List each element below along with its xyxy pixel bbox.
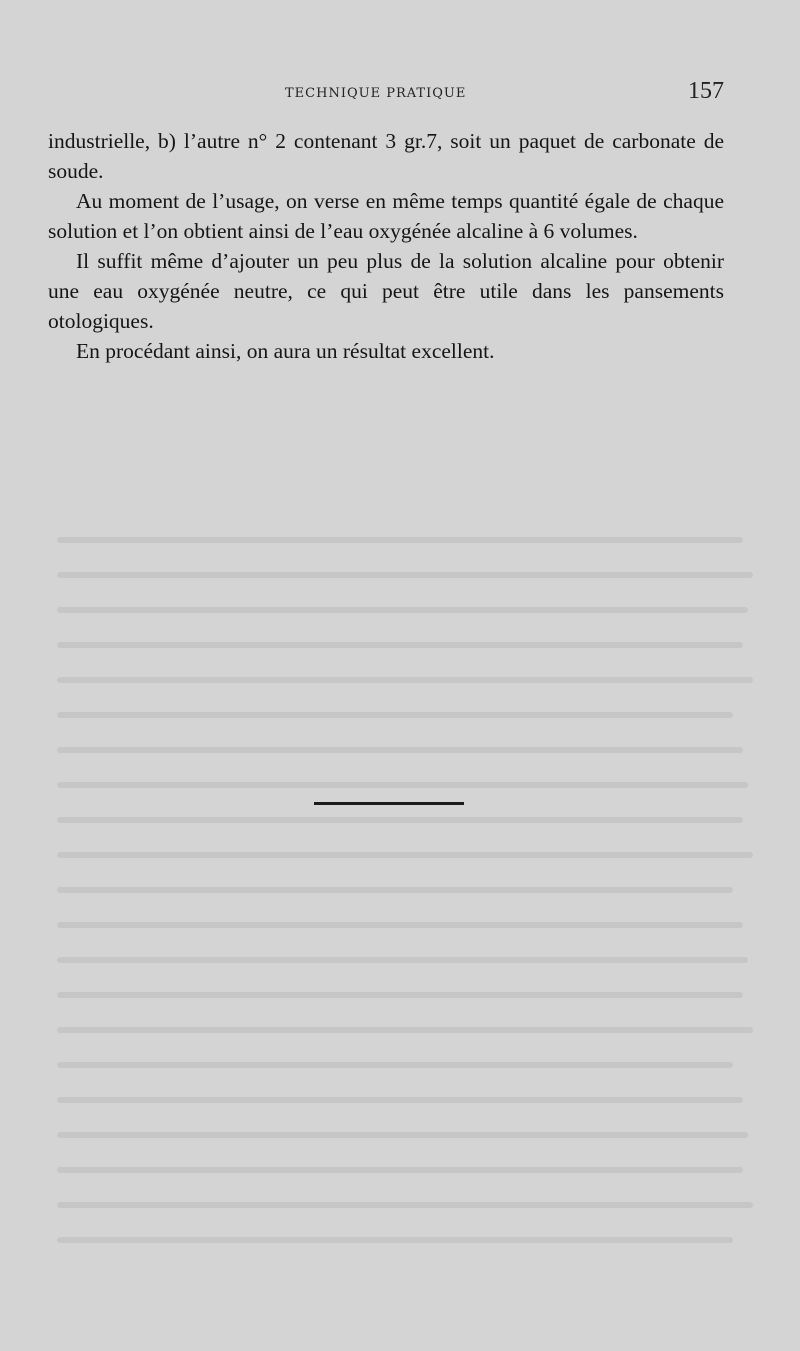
paragraph: Il suffit même d’ajouter un peu plus de la solution alcaline pour obtenir une eau oxygénée neutre, ce qui peut être utile dans les pansements otologiques. bbox=[48, 249, 724, 333]
body-text bbox=[48, 126, 724, 366]
running-head: TECHNIQUE PRATIQUE bbox=[285, 86, 467, 101]
section-end-rule bbox=[314, 802, 464, 805]
page-header bbox=[0, 78, 800, 112]
paragraph: En procédant ainsi, on aura un résultat excellent. bbox=[76, 339, 495, 363]
page-number: 157 bbox=[688, 78, 724, 104]
paragraph: Au moment de l’usage, on verse en même temps quantité égale de chaque solution et l’on obtient ainsi de l’eau oxygénée alcaline à 6 volumes. bbox=[48, 189, 724, 243]
paragraph: industrielle, b) l’autre n° 2 contenant 3 gr.7, soit un paquet de carbonate de soude. bbox=[48, 129, 724, 183]
bleed-through-texture bbox=[40, 380, 770, 1280]
